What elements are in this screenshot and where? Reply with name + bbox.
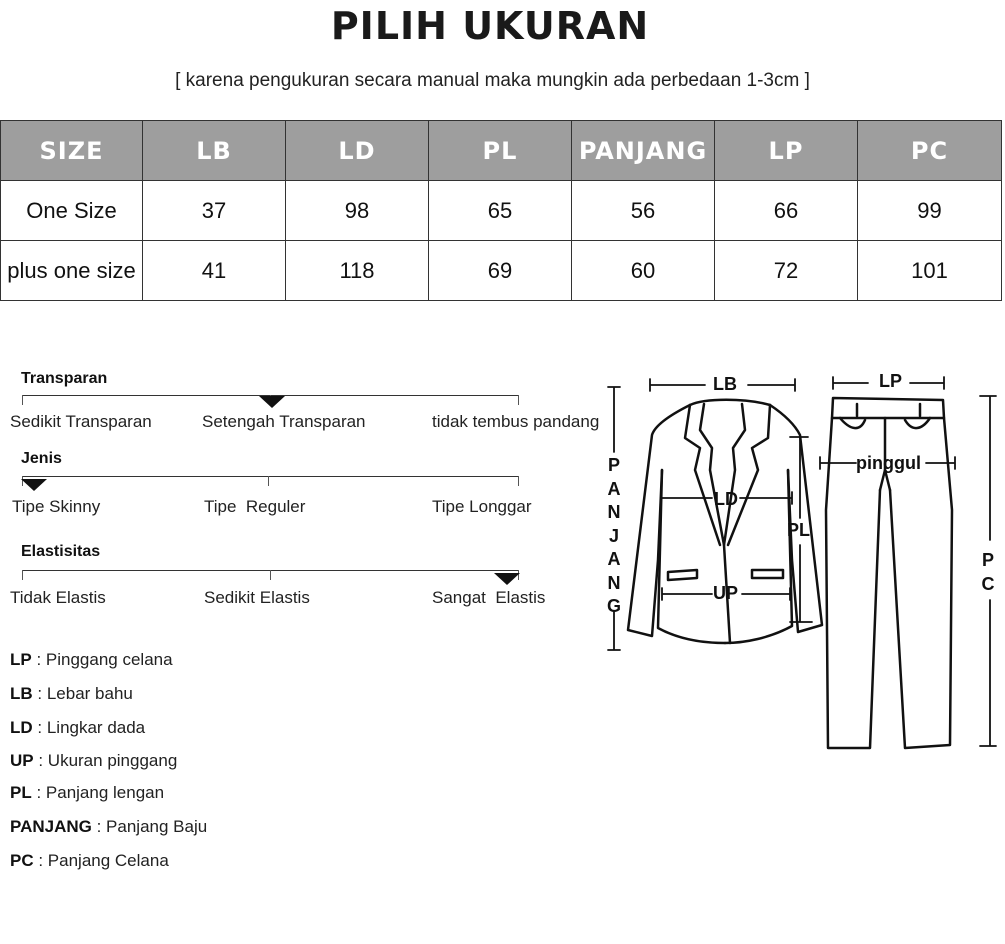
scale-title-elastisitas: Elastisitas (21, 543, 101, 560)
diagram-label-up: UP (713, 583, 739, 603)
scale-option: Setengah Transparan (202, 412, 366, 431)
scale-option: Tipe Reguler (204, 497, 306, 516)
table-cell: One Size (1, 181, 143, 241)
garment-diagram (600, 360, 1005, 760)
scale-tick (268, 476, 269, 486)
legend-item-lb: LB : Lebar bahu (10, 684, 133, 703)
column-header: LP (715, 121, 858, 181)
table-cell: 60 (572, 241, 715, 301)
scale-option: Tipe Longgar (432, 497, 532, 516)
table-cell: 41 (143, 241, 286, 301)
legend-item-ld: LD : Lingkar dada (10, 718, 146, 737)
legend-item-lp: LP : Pinggang celana (10, 650, 173, 669)
column-header: PC (858, 121, 1002, 181)
table-cell: 99 (858, 181, 1002, 241)
column-header: LB (143, 121, 286, 181)
scale-title-transparan: Transparan (21, 370, 108, 387)
column-header: LD (286, 121, 429, 181)
scale-option: Tipe Skinny (12, 497, 101, 516)
column-header: PANJANG (572, 121, 715, 181)
table-cell: 56 (572, 181, 715, 241)
legend-item-panjang: PANJANG : Panjang Baju (10, 817, 208, 836)
scale-marker (259, 396, 285, 408)
table-cell: 72 (715, 241, 858, 301)
page-subtitle: [ karena pengukuran secara manual maka mungkin ada perbedaan 1-3cm ] (175, 70, 810, 91)
diagram-label-pc: P C (981, 550, 995, 594)
legend-item-pc: PC : Panjang Celana (10, 851, 169, 870)
table-cell: plus one size (1, 241, 143, 301)
scale-marker (21, 479, 47, 491)
scale-option: Sedikit Transparan (10, 412, 152, 431)
scale-tick (22, 570, 23, 580)
legend-item-up: UP : Ukuran pinggang (10, 751, 178, 770)
scale-title-jenis: Jenis (21, 450, 62, 467)
table-header-row (1, 121, 1002, 181)
scale-line (22, 476, 519, 477)
table-cell: 37 (143, 181, 286, 241)
table-row (1, 181, 1002, 241)
measurement-lines (608, 377, 996, 746)
table-cell: 66 (715, 181, 858, 241)
diagram-label-ld: LD (714, 489, 738, 509)
column-header: SIZE (1, 121, 143, 181)
diagram-label-lp: LP (879, 371, 903, 391)
diagram-label-pl: PL (787, 520, 811, 540)
scale-tick (270, 570, 271, 580)
scale-marker (494, 573, 520, 585)
page-title: PILIH UKURAN (330, 4, 650, 48)
diagram-label-pinggul: pinggul (856, 453, 921, 473)
table-cell: 69 (429, 241, 572, 301)
scale-option: tidak tembus pandang (432, 412, 600, 431)
table-cell: 118 (286, 241, 429, 301)
scale-option: Sedikit Elastis (204, 588, 310, 607)
diagram-label-panjang: P A N J A N G (606, 455, 621, 616)
scale-option: Tidak Elastis (10, 588, 106, 607)
size-table (0, 120, 1002, 301)
legend-item-pl: PL : Panjang lengan (10, 783, 165, 802)
table-cell: 101 (858, 241, 1002, 301)
scale-tick (518, 395, 519, 405)
scale-option: Sangat Elastis (432, 588, 546, 607)
scale-tick (518, 476, 519, 486)
pants-outline (826, 398, 952, 748)
table-row (1, 241, 1002, 301)
column-header: PL (429, 121, 572, 181)
diagram-label-lb: LB (713, 374, 737, 394)
table-cell: 65 (429, 181, 572, 241)
scale-tick (22, 395, 23, 405)
table-cell: 98 (286, 181, 429, 241)
